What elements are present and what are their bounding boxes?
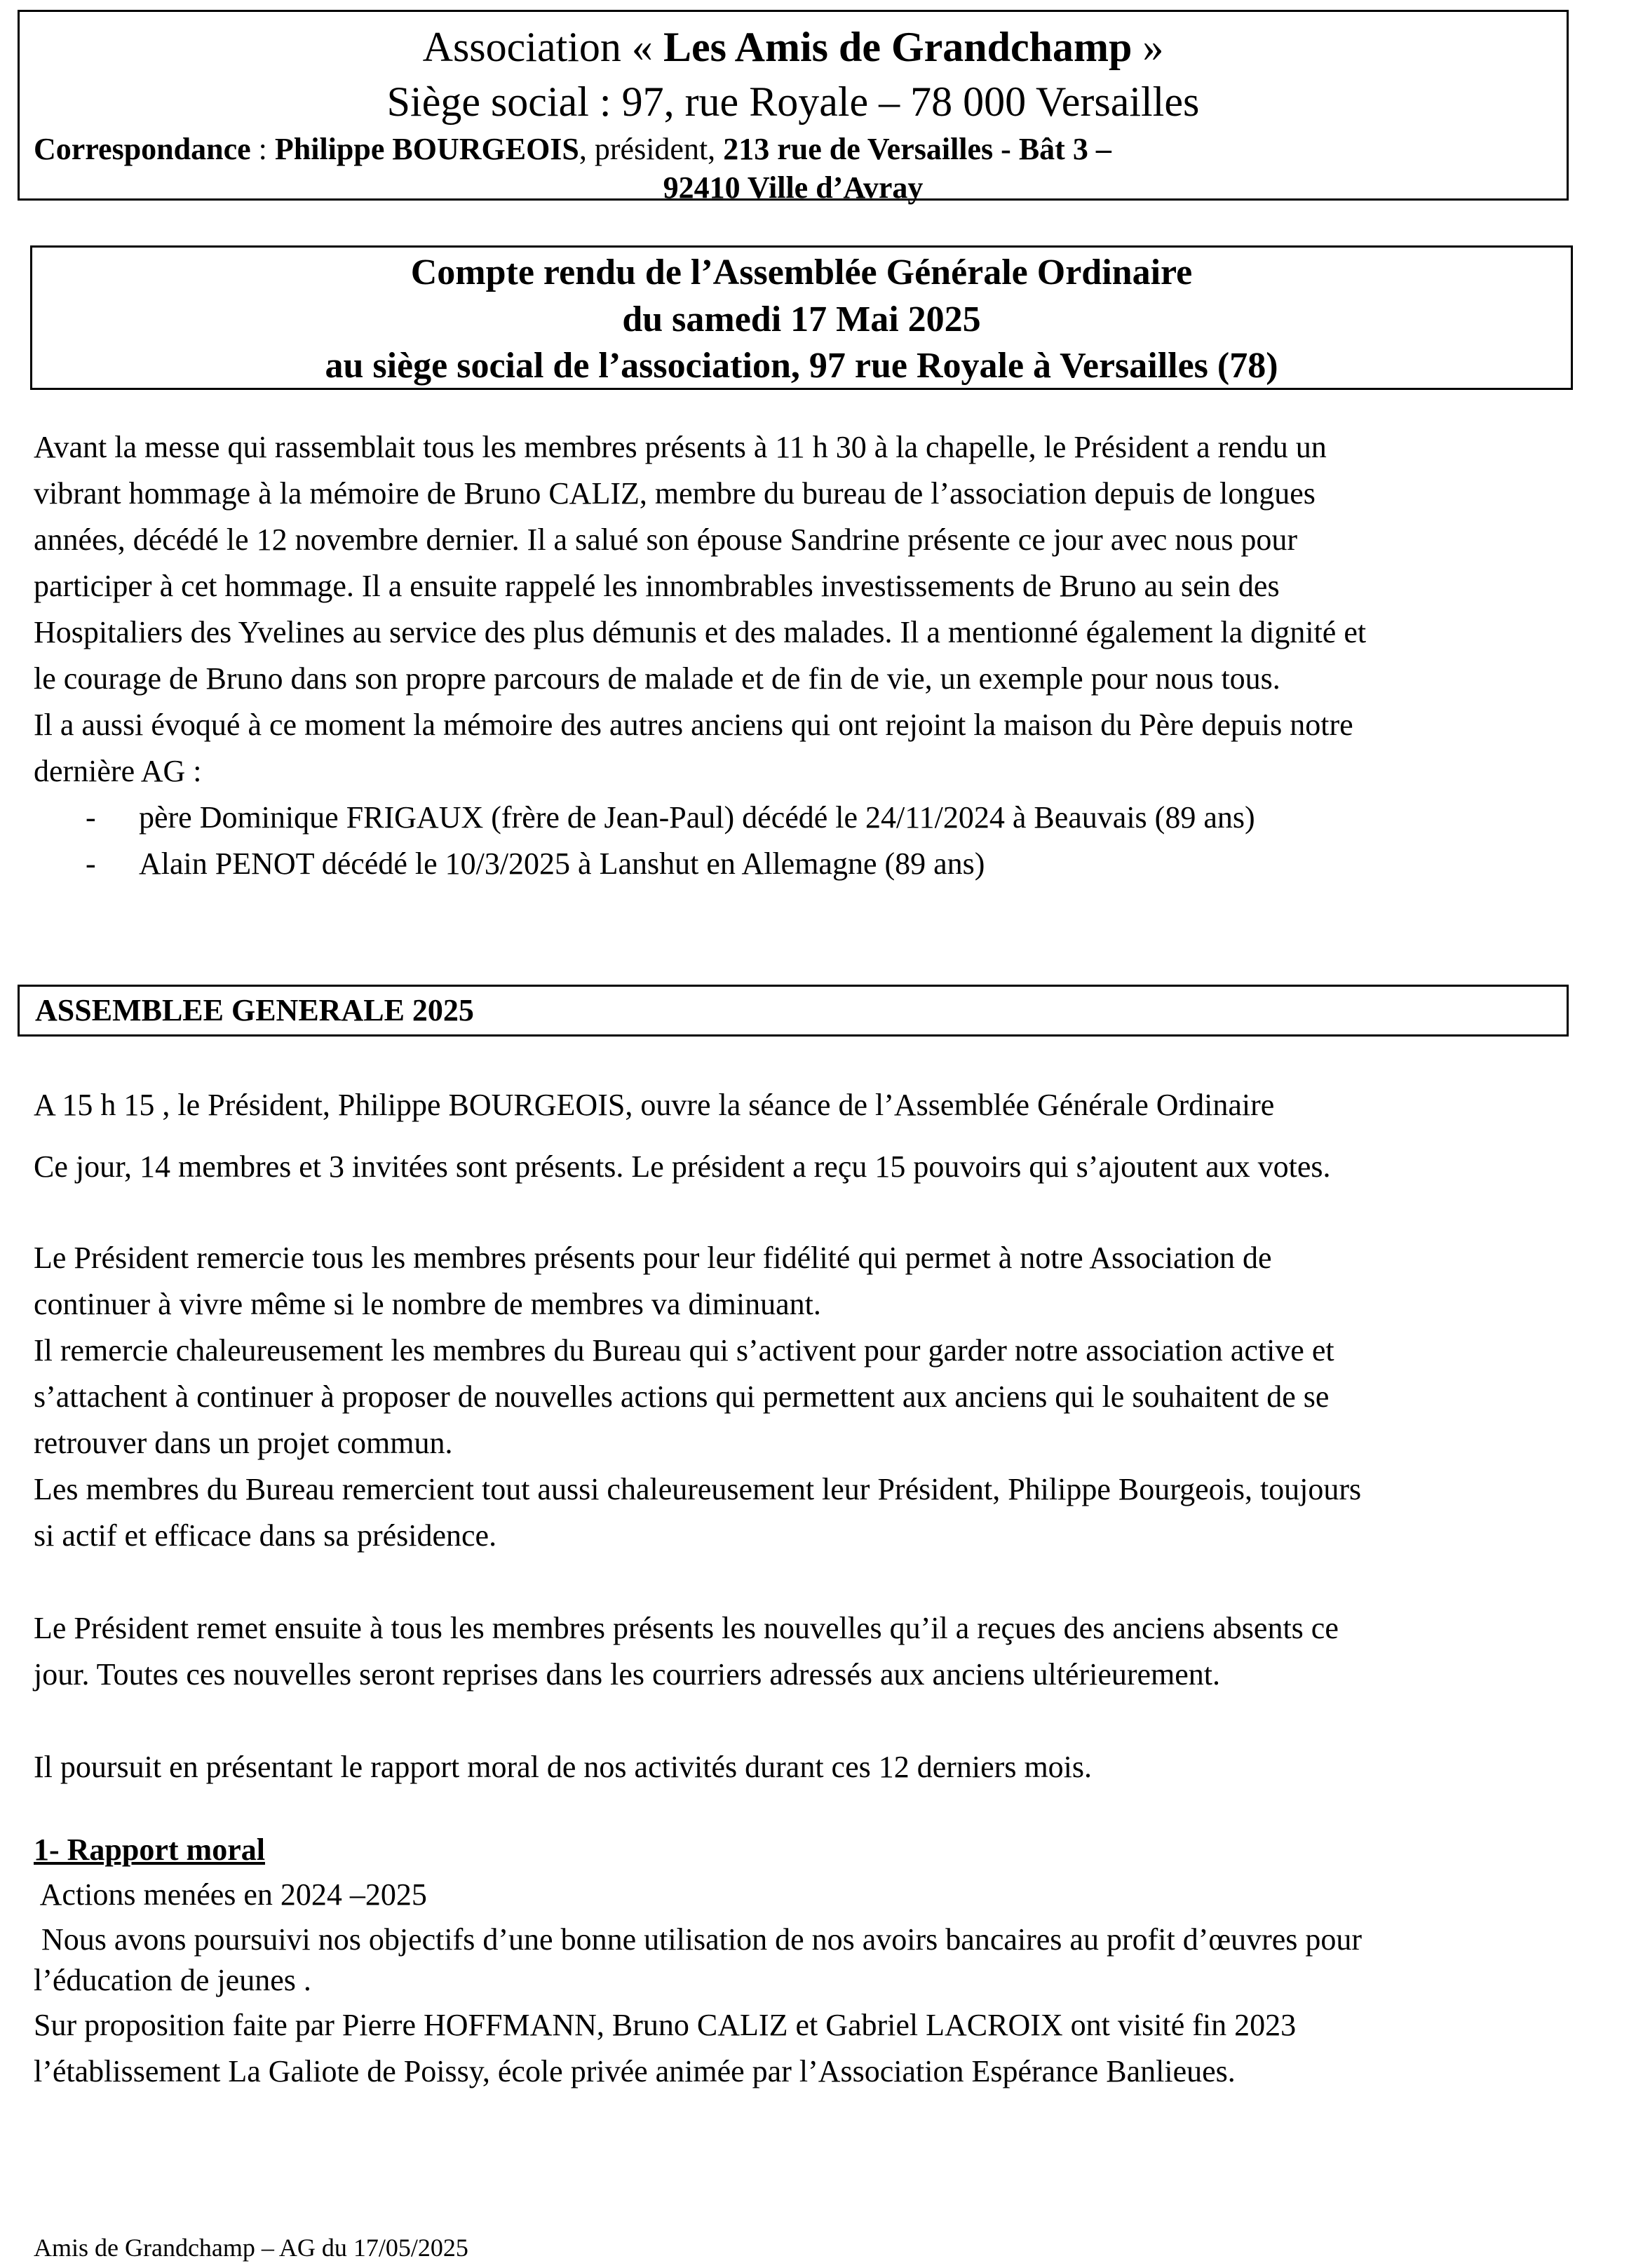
body-line: Le Président remercie tous les membres présents pour leur fidélité qui permet à notre Association de	[34, 1241, 1272, 1275]
rapport-line: Sur proposition faite par Pierre HOFFMANN, Bruno CALIZ et Gabriel LACROIX ont visité fin 2023	[34, 2008, 1297, 2042]
correspondence-line: Correspondance : Philippe BOURGEOIS, président, 213 rue de Versailles - Bât 3 –	[34, 132, 1111, 166]
rapport-line: Nous avons poursuivi nos objectifs d’une bonne utilisation de nos avoirs bancaires au profit d’œuvres pour	[34, 1922, 1363, 1957]
section-title: ASSEMBLEE GENERALE 2025	[35, 993, 474, 1027]
body-line: Il remercie chaleureusement les membres du Bureau qui s’activent pour garder notre association active et	[34, 1333, 1334, 1368]
association-header	[18, 10, 1569, 205]
body-line: continuer à vivre même si le nombre de membres va diminuant.	[34, 1287, 821, 1321]
body-line: jour. Toutes ces nouvelles seront reprises dans les courriers adressés aux anciens ultérieurement.	[34, 1657, 1221, 1692]
body-line: retrouver dans un projet commun.	[34, 1426, 453, 1460]
body-line: Le Président remet ensuite à tous les membres présents les nouvelles qu’il a reçues des anciens absents ce	[34, 1611, 1339, 1645]
intro-line: le courage de Bruno dans son propre parcours de malade et de fin de vie, un exemple pour nous tous.	[34, 661, 1280, 696]
intro-line: dernière AG :	[34, 754, 202, 788]
correspondence-city: 92410 Ville d’Avray	[663, 170, 924, 205]
intro-line: Il a aussi évoqué à ce moment la mémoire des autres anciens qui ont rejoint la maison du Père depuis notre	[34, 708, 1353, 742]
body-paragraph: A 15 h 15 , le Président, Philippe BOURGEOIS, ouvre la séance de l’Assemblée Générale Ordinaire	[34, 1088, 1275, 1122]
body-line: si actif et efficace dans sa présidence.	[34, 1518, 497, 1553]
list-item: père Dominique FRIGAUX (frère de Jean-Paul) décédé le 24/11/2024 à Beauvais (89 ans)	[139, 800, 1255, 835]
list-item: Alain PENOT décédé le 10/3/2025 à Lanshut en Allemagne (89 ans)	[139, 846, 985, 881]
report-title-line-1: Compte rendu de l’Assemblée Générale Ordinaire	[410, 252, 1193, 292]
intro-line: Avant la messe qui rassemblait tous les membres présents à 11 h 30 à la chapelle, le Président a rendu un	[34, 430, 1327, 464]
rapport-line: l’établissement La Galiote de Poissy, école privée animée par l’Association Espérance Banlieues.	[34, 2054, 1236, 2088]
rapport-line: l’éducation de jeunes .	[34, 1963, 311, 1997]
section-header-box	[18, 985, 1569, 1037]
body-line: Les membres du Bureau remercient tout aussi chaleureusement leur Président, Philippe Bourgeois, toujours	[34, 1472, 1362, 1506]
intro-line: participer à cet hommage. Il a ensuite rappelé les innombrables investissements de Bruno au sein des	[34, 569, 1280, 603]
page-footer: Amis de Grandchamp – AG du 17/05/2025	[34, 2234, 468, 2262]
body-paragraph: Il poursuit en présentant le rapport moral de nos activités durant ces 12 derniers mois.	[34, 1750, 1093, 1784]
body-line: s’attachent à continuer à proposer de nouvelles actions qui permettent aux anciens qui le souhaitent de se	[34, 1379, 1330, 1414]
intro-line: Hospitaliers des Yvelines au service des plus démunis et des malades. Il a mentionné également la dignité et	[34, 615, 1367, 649]
rapport-line: Actions menées en 2024 –2025	[34, 1877, 427, 1912]
association-name: Association « Les Amis de Grandchamp »	[422, 24, 1164, 70]
body-paragraph: Ce jour, 14 membres et 3 invitées sont présents. Le président a reçu 15 pouvoirs qui s’ajoutent aux votes.	[34, 1149, 1331, 1184]
report-title-box	[30, 245, 1573, 390]
intro-line: années, décédé le 12 novembre dernier. Il a salué son épouse Sandrine présente ce jour avec nous pour	[34, 522, 1298, 557]
intro-line: vibrant hommage à la mémoire de Bruno CALIZ, membre du bureau de l’association depuis de longues	[34, 476, 1316, 511]
registered-office: Siège social : 97, rue Royale – 78 000 Versailles	[386, 79, 1200, 125]
list-dash: -	[86, 800, 96, 835]
list-dash: -	[86, 846, 96, 881]
rapport-moral-heading: 1- Rapport moral	[34, 1832, 265, 1867]
report-title-line-2: du samedi 17 Mai 2025	[622, 299, 981, 339]
report-title-line-3: au siège social de l’association, 97 rue Royale à Versailles (78)	[325, 346, 1278, 386]
